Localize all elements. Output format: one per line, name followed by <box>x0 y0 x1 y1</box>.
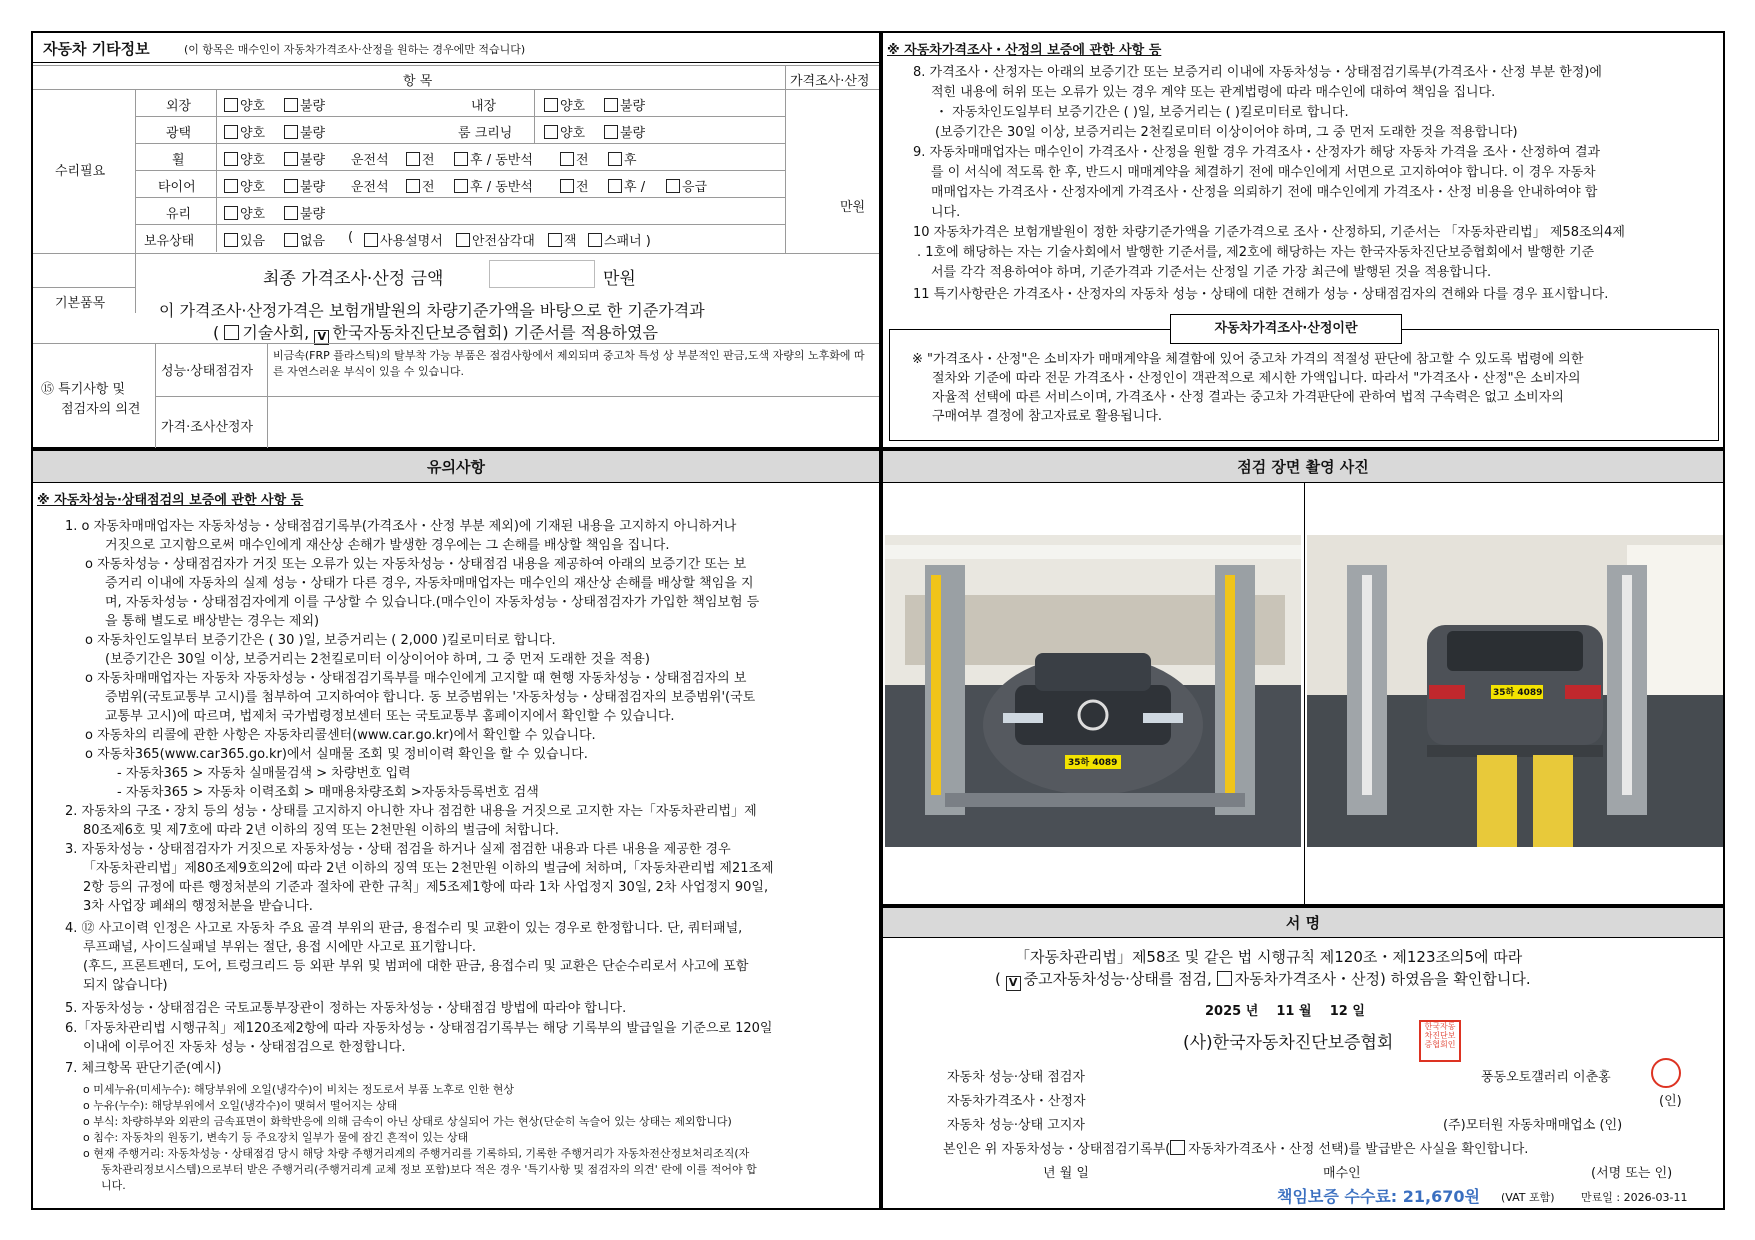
criteria-line: o 침수: 자동차의 원동기, 변속기 등 주요장치 일부가 물에 잠긴 흔적이 있는 상태 <box>83 1131 469 1144</box>
checkbox[interactable] <box>608 152 622 166</box>
option <box>454 176 533 195</box>
option <box>284 95 325 114</box>
table-row <box>136 89 785 116</box>
criteria-line: 니다. <box>101 1179 126 1192</box>
definition-line: 자율적 선택에 따른 서비스이며, 가격조사・산정 결과는 중고차 가격판단에 관하여 법적 구속력은 없고 소비자의 <box>932 390 1564 405</box>
divider <box>216 90 217 117</box>
option <box>224 95 265 114</box>
row-name: 타이어 <box>158 180 196 195</box>
sign-date <box>1205 1000 1365 1019</box>
option <box>604 95 645 114</box>
appraiser-label: 자동차가격조사・산정자 <box>947 1094 1086 1109</box>
divider <box>216 171 217 198</box>
receipt-line <box>943 1138 1528 1157</box>
paren: ( <box>348 230 354 245</box>
option-label: 사용설명서 <box>380 234 443 249</box>
table-header <box>33 65 879 89</box>
final-amount-label: 최종 가격조사·산정 금액 <box>263 269 444 289</box>
note-line: 며, 자동차성능・상태점검자에게 이를 구상할 수 있습니다.(매수인이 자동차성능・상태점검자가 가입한 책임보험 등 <box>105 595 760 610</box>
checkbox[interactable] <box>224 152 238 166</box>
note-line: (보증기간은 30일 이상, 보증거리는 2천킬로미터 이상이어야 하며, 그 중 먼저 도래한 것을 적용) <box>105 652 650 667</box>
option-label: 불량 <box>300 207 326 222</box>
notes-panel <box>31 449 881 1210</box>
final-amount-unit: 만원 <box>603 269 636 289</box>
criteria-line: o 미세누유(미세누수): 해당부위에 오일(냉각수)이 비치는 정도로서 부품 노후로 인한 현상 <box>83 1083 514 1096</box>
guarantee-line: 9. 자동차매매업자는 매수인이 가격조사・산정을 원할 경우 가격조사・산정자가 해당 자동차 가격을 조사・산정하여 결과 <box>913 145 1601 160</box>
criteria-line: 동차관리정보시스템)으로부터 받은 주행거리(주행거리계 교체 정보 포함)보다 적은 경우 '특기사항 및 점검자의 의견' 란에 이를 적어야 합 <box>101 1163 757 1176</box>
note-line: 증거리 이내에 자동차의 실제 성능・상태가 다른 경우, 자동차매매업자는 매수인의 재산상 손해를 배상할 책임을 지 <box>105 576 754 591</box>
note-line: 2. 자동차의 구조・장치 등의 성능・상태를 고지하지 아니한 자나 점검한 내용을 거짓으로 고지한 자는「자동차관리법」제 <box>65 804 757 819</box>
note-line: o 자동차의 리콜에 관한 사항은 자동차리콜센터(www.car.go.kr)에서 확인할 수 있습니다. <box>85 728 596 743</box>
expiry-date: 만료일 : 2026-03-11 <box>1581 1191 1688 1204</box>
option <box>604 122 645 141</box>
price-unit: 만원 <box>840 200 866 215</box>
final-amount-input[interactable] <box>489 260 595 288</box>
divider <box>216 117 217 144</box>
checkbox[interactable] <box>284 98 298 112</box>
plate-rear: 35하 4089 <box>1493 688 1543 698</box>
table-row <box>136 170 785 197</box>
option-label: 양호 <box>560 99 586 114</box>
definition-box <box>889 321 1719 441</box>
notifier-label: 자동차 성능·상태 고지자 <box>947 1118 1085 1133</box>
note-line: 되지 않습니다) <box>83 978 168 993</box>
checkbox[interactable] <box>1217 971 1232 986</box>
option <box>454 149 533 168</box>
divider <box>155 396 879 397</box>
front-car-illustration <box>885 535 1301 847</box>
paren: ( <box>995 970 1001 988</box>
checkbox[interactable] <box>560 179 574 193</box>
date-day: 12 <box>1329 1004 1348 1019</box>
basis-options <box>213 320 658 345</box>
guarantee-line: 서를 각각 적용하여야 하며, 기준가격과 기준서는 산정일 기준 가장 최근에 발행된 것을 적용합니다. <box>931 265 1492 280</box>
checkbox[interactable] <box>544 125 558 139</box>
guarantee-line: 니다. <box>931 205 961 220</box>
option <box>406 149 435 168</box>
appraiser-value: (인) <box>1659 1094 1682 1109</box>
divider <box>216 144 217 171</box>
option <box>284 176 325 195</box>
option-label: 전 <box>576 153 589 168</box>
option <box>544 95 585 114</box>
notes-title: ※ 자동차성능·상태점검의 보증에 관한 사항 등 <box>37 493 304 508</box>
option <box>608 149 637 168</box>
option-label: 후 / <box>624 180 646 195</box>
checkbox[interactable] <box>284 125 298 139</box>
divider <box>1304 483 1305 904</box>
option-label: 양호 <box>240 153 266 168</box>
note-line: 증범위(국토교통부 고시)를 첨부하여 고지하여야 합니다. 동 보증범위는 '자동차성능・상태점검자의 보증범위'(국토 <box>105 690 756 705</box>
option-label: 없음 <box>300 234 326 249</box>
sign-note: (서명 또는 인) <box>1591 1166 1673 1181</box>
col-price-label: 가격조사·산정 <box>790 74 870 89</box>
signature-header: 서 명 <box>883 908 1723 938</box>
option-label: 잭 <box>564 234 577 249</box>
checkbox[interactable] <box>224 125 238 139</box>
checkbox[interactable] <box>284 206 298 220</box>
front-car-photo <box>885 535 1301 847</box>
checkbox[interactable] <box>454 152 468 166</box>
guarantee-line: 매매업자는 가격조사・산정자에게 가격조사・산정을 의뢰하기 전에 매수인에게 가격조사・산정 비용을 안내하여야 합 <box>931 185 1598 200</box>
repair-label: 수리필요 <box>55 164 106 179</box>
checkbox[interactable] <box>224 325 239 340</box>
note-line: o 자동차인도일부터 보증기간은 ( 30 )일, 보증거리는 ( 2,000 )킬로미터로 합니다. <box>85 633 556 648</box>
seat-label: 운전석 <box>351 153 389 168</box>
note-line: 80조제6호 및 제7호에 따라 2년 이하의 징역 또는 2천만원 이하의 벌금에 처합니다. <box>83 823 559 838</box>
special-sub-label: 가격·조사산정자 <box>161 420 254 435</box>
checkbox[interactable] <box>588 233 602 247</box>
date-year: 2025 <box>1205 1004 1242 1019</box>
checkbox[interactable] <box>560 152 574 166</box>
guarantee-line: 적힌 내용에 허위 또는 오류가 있는 경우 계약 또는 관계법령에 따라 매수인에 대하여 책임을 집니다. <box>931 85 1496 100</box>
option-label: 불량 <box>300 153 326 168</box>
note-line: 이내에 이루어진 자동차 성능・상태점검으로 한정합니다. <box>83 1040 406 1055</box>
option <box>548 230 577 249</box>
date-day-unit: 일 <box>1352 1004 1365 1019</box>
row-name: 유리 <box>166 207 192 222</box>
guarantee-line: (보증기간은 30일 이상, 보증거리는 2천킬로미터 이상이어야 하며, 그 중 먼저 도래한 것을 적용합니다) <box>935 125 1518 140</box>
seat-label: 운전석 <box>351 180 389 195</box>
note-line: 5. 자동차성능・상태점검은 국토교통부장관이 정하는 자동차성능・상태점검 방법에 따라야 합니다. <box>65 1001 627 1016</box>
checkbox[interactable] <box>364 233 378 247</box>
section-title: 자동차 기타정보 <box>43 40 150 58</box>
note-line: - 자동차365 > 자동차 실매물검색 > 차량번호 입력 <box>117 766 411 781</box>
option-label: 전 <box>422 153 435 168</box>
guarantee-line: ・ 자동차인도일부터 보증기간은 ( )일, 보증거리는 ( )킬로미터로 합니다. <box>935 105 1349 120</box>
special-notes <box>33 343 879 447</box>
section-note: (이 항목은 매수인이 자동차가격조사·산정을 원하는 경우에만 적습니다) <box>184 43 526 56</box>
checkbox[interactable] <box>1170 1140 1185 1155</box>
divider <box>216 198 217 225</box>
option-label: 후 / 동반석 <box>470 180 533 195</box>
option-label: 전 <box>576 180 589 195</box>
date-month-unit: 월 <box>1299 1004 1312 1019</box>
option <box>560 176 589 195</box>
checkbox[interactable] <box>666 179 680 193</box>
option-label: 불량 <box>300 180 326 195</box>
option-label: 중고자동차성능·상태를 점검, <box>1023 970 1212 988</box>
note-line: 루프패널, 사이드실패널 부위는 절단, 용접 시에만 사고로 표기합니다. <box>83 940 476 955</box>
org-seal-icon: 한국자동차진단보증협회인 <box>1419 1020 1461 1062</box>
note-line: 6.「자동차관리법 시행규칙」제120조제2항에 따라 자동차성능・상태점검기록부는 해당 기록부의 발급일을 기준으로 120일 <box>65 1021 773 1036</box>
option-label: 자동차가격조사・산정) 하였음을 확인합니다. <box>1234 970 1531 988</box>
row-name: 보유상태 <box>144 234 195 249</box>
special-label-cell <box>33 344 156 448</box>
definition-line: ※ "가격조사・산정"은 소비자가 매매계약을 체결함에 있어 중고차 가격의 적절성 판단에 참고할 수 있도록 법령에 의한 <box>912 352 1584 367</box>
notifier-value: (주)모터원 자동차매매업소 (인) <box>1443 1118 1623 1133</box>
checkbox[interactable] <box>604 98 618 112</box>
date-month: 11 <box>1276 1004 1295 1019</box>
option-label: 양호 <box>240 207 266 222</box>
note-line: 2항 등의 규정에 따른 행정처분의 기준과 절차에 관한 규칙」제5조제1항에 따라 1차 사업정지 30일, 2차 사업정지 90일, <box>83 880 769 895</box>
option <box>224 149 265 168</box>
note-line: 을 통해 별도로 배상받는 경우는 제외) <box>105 614 320 629</box>
option-label: 기술사회, <box>242 323 310 342</box>
option-label: 전 <box>422 180 435 195</box>
option <box>224 176 265 195</box>
price-column <box>785 89 879 253</box>
note-line: o 자동차365(www.car365.go.kr)에서 실매물 조회 및 정비이력 확인을 할 수 있습니다. <box>85 747 588 762</box>
note-line: (후드, 프론트펜더, 도어, 트렁크리드 등 외판 부위 및 범퍼에 대한 판금, 용접수리 및 교환은 단순수리로서 사고에 포함 <box>83 959 749 974</box>
checkbox[interactable] <box>224 179 238 193</box>
checkbox[interactable] <box>456 233 470 247</box>
option <box>456 230 535 249</box>
divider <box>534 117 535 144</box>
option <box>666 176 707 195</box>
basic-label: 기본품목 <box>55 296 106 311</box>
option-label: 안전삼각대 <box>472 234 535 249</box>
option-label: 불량 <box>620 126 646 141</box>
row-name: 외장 <box>166 99 192 114</box>
criteria-line: o 부식: 차량하부와 외판의 금속표면이 화학반응에 의해 금속이 아닌 상태로 상실되어 가는 현상(단순히 녹슬어 있는 상태는 제외합니다) <box>83 1115 732 1128</box>
special-label: 점검자의 의견 <box>61 402 141 417</box>
section-title-bar <box>33 33 879 63</box>
notes-header: 유의사항 <box>33 451 879 483</box>
guarantee-line: . 1호에 해당하는 자는 기술사회에서 발행한 기준서를, 제2호에 해당하는 자는 한국자동차진단보증협회에서 발행한 기준 <box>917 245 1595 260</box>
option <box>284 122 325 141</box>
note-line: 3차 사업장 폐쇄의 행정처분을 받습니다. <box>83 899 313 914</box>
checkbox[interactable] <box>454 179 468 193</box>
note-line: 4. ⑫ 사고이력 인정은 사고로 자동차 주요 골격 부위의 판금, 용접수리 및 교환이 있는 경우로 한정합니다. 단, 쿼터패널, <box>65 921 743 936</box>
note-line: 거짓으로 고지함으로써 매수인에게 재산상 손해가 발생한 경우에는 그 손해를 배상할 책임을 집니다. <box>105 538 670 553</box>
option-label: 양호 <box>560 126 586 141</box>
receipt-text: 본인은 위 자동차성능・상태점검기록부( <box>943 1142 1171 1157</box>
guarantee-line: 를 이 서식에 적도록 한 후, 반드시 매매계약을 체결하기 전에 매수인에게 서면으로 고지하여야 합니다. 이 경우 자동차 <box>931 165 1596 180</box>
option <box>364 230 443 249</box>
option <box>224 122 265 141</box>
guarantee-line: 11 특기사항란은 가격조사・산정자의 자동차 성능・상태에 대한 견해가 성능・상태점검자의 견해와 다를 경우 표시합니다. <box>913 287 1609 302</box>
inspector-value: 풍동오토갤러리 이춘홍 <box>1481 1070 1611 1085</box>
row-name-2: 내장 <box>471 99 497 114</box>
checkbox-checked[interactable]: V <box>314 330 329 345</box>
photos-header: 점검 장면 촬영 사진 <box>883 451 1723 483</box>
receipt-text: 자동차가격조사・산정 선택)를 발급받은 사실을 확인합니다. <box>1188 1142 1529 1157</box>
note-line: 3. 자동차성능・상태점검자가 거짓으로 자동차성능・상태 점검을 하거나 실제 점검한 내용과 다른 내용을 제공한 경우 <box>65 842 731 857</box>
option <box>560 149 589 168</box>
option-label: 응급 <box>682 180 708 195</box>
option-label: 양호 <box>240 180 266 195</box>
inspector-label: 자동차 성능·상태 점검자 <box>947 1070 1085 1085</box>
option-label: 불량 <box>300 99 326 114</box>
checkbox[interactable] <box>284 152 298 166</box>
vat-note: (VAT 포함) <box>1501 1191 1555 1204</box>
checkbox[interactable] <box>224 206 238 220</box>
note-line: - 자동차365 > 자동차 이력조회 > 매매용차량조회 >자동차등록번호 검색 <box>117 785 539 800</box>
option-label: 있음 <box>240 234 266 249</box>
org-name: (사)한국자동차진단보증협회 <box>1183 1033 1394 1053</box>
checkbox[interactable] <box>406 152 420 166</box>
definition-line: 구매여부 결정에 참고자료로 활용됩니다. <box>932 409 1163 424</box>
checkbox[interactable] <box>224 98 238 112</box>
checkbox[interactable] <box>544 98 558 112</box>
table-row <box>136 224 785 251</box>
note-line: 「자동차관리법」제80조제9호의2에 따라 2년 이하의 징역 또는 2천만원 이하의 벌금에 처하며,「자동차관리법 제21조제 <box>83 861 774 876</box>
rear-car-photo <box>1307 535 1723 847</box>
special-text: 비금속(FRP 플라스틱)의 탈부착 가능 부품은 점검사항에서 제외되며 중고차 특성 상 부분적인 판금,도색 자량의 노후화에 따른 자연스러운 부식이 있을 수 있습니다. <box>273 349 865 378</box>
basis-text: 이 가격조사·산정가격은 보험개발원의 차량기준가액을 바탕으로 한 기준가격과 <box>159 301 705 320</box>
option-label: 양호 <box>240 99 266 114</box>
option <box>284 203 325 222</box>
note-line: 7. 체크항목 판단기준(예시) <box>65 1061 222 1076</box>
date-year-unit: 년 <box>1245 1004 1259 1019</box>
divider <box>216 225 217 252</box>
option-label: 스패너 ) <box>604 234 651 249</box>
option-label: 한국자동차진단보증협회) 기준서를 적용하였음 <box>332 323 658 342</box>
option <box>224 203 265 222</box>
checkbox[interactable] <box>406 179 420 193</box>
row-name: 광택 <box>166 126 192 141</box>
checkbox-checked[interactable]: V <box>1006 976 1021 991</box>
option-label: 양호 <box>240 126 266 141</box>
paren: ( <box>213 323 220 342</box>
option <box>608 176 645 195</box>
table-row <box>136 197 785 224</box>
confirm-line <box>995 968 1531 991</box>
note-line: 교통부 고시)에 따르며, 법제처 국가법령정보센터 또는 국토교통부 홈페이지에서 확인할 수 있습니다. <box>105 709 675 724</box>
definition-line: 절차와 기준에 따라 전문 가격조사・산정인이 객관적으로 제시한 가액입니다. 따라서 "가격조사・산정"은 소비자의 <box>932 371 1581 386</box>
receipt-date-line: 년 월 일 <box>1043 1166 1089 1181</box>
panel-title: ※ 자동차가격조사・산정의 보증에 관한 사항 등 <box>887 43 1162 58</box>
option <box>284 149 325 168</box>
law-line: 「자동차관리법」제58조 및 같은 법 시행규칙 제120조・제123조의5에 따라 <box>1015 948 1523 966</box>
checkbox[interactable] <box>224 233 238 247</box>
definition-title: 자동차가격조사·산정이란 <box>1170 314 1402 344</box>
checkbox[interactable] <box>548 233 562 247</box>
checkbox[interactable] <box>284 233 298 247</box>
col-item-label: 항 목 <box>403 74 433 89</box>
inspector-seal-icon <box>1651 1058 1681 1088</box>
option <box>284 230 325 249</box>
photos-panel <box>881 449 1725 906</box>
buyer-label: 매수인 <box>1323 1166 1361 1181</box>
note-line: o 자동차성능・상태점검자가 거짓 또는 오류가 있는 자동차성능・상태점검 내용을 제공하여 아래의 보증기간 또는 보 <box>85 557 747 572</box>
checkbox[interactable] <box>284 179 298 193</box>
row-name-2: 룸 크리닝 <box>458 126 513 141</box>
price-guarantee-panel <box>881 31 1725 449</box>
option-label: 불량 <box>300 126 326 141</box>
option-label: 후 / 동반석 <box>470 153 533 168</box>
guarantee-line: 10 자동차가격은 보험개발원이 정한 차량기준가액을 기준가격으로 조사・산정하되, 기준서는 「자동차관리법」 제58조의4제 <box>913 225 1625 240</box>
fee-label: 책임보증 수수료: 21,670원 <box>1277 1187 1480 1206</box>
special-sub-label: 성능·상태점검자 <box>161 364 254 379</box>
option-label: 후 <box>624 153 637 168</box>
checkbox[interactable] <box>604 125 618 139</box>
divider <box>534 90 535 117</box>
option <box>544 122 585 141</box>
note-line: 1. o 자동차매매업자는 자동차성능・상태점검기록부(가격조사・산정 부분 제외)에 기재된 내용을 고지하지 아니하거나 <box>65 519 737 534</box>
criteria-line: o 누유(누수): 해당부위에서 오일(냉각수)이 맺혀서 떨어지는 상태 <box>83 1099 398 1112</box>
option <box>588 230 651 249</box>
table-row <box>136 143 785 170</box>
row-name: 휠 <box>172 153 185 168</box>
plate-front: 35하 4089 <box>1068 758 1118 768</box>
criteria-line: o 현재 주행거리: 자동차성능・상태점검 당시 해당 차량 주행거리계의 주행거리를 기록하되, 기록한 주행거리가 자동차전산정보처리조직(자 <box>83 1147 750 1160</box>
option <box>406 176 435 195</box>
option <box>224 230 265 249</box>
option-label: 불량 <box>620 99 646 114</box>
col-price-cell <box>785 66 880 90</box>
table-row <box>136 116 785 143</box>
special-label: ⑮ 특기사항 및 <box>41 382 126 397</box>
signature-panel <box>881 906 1725 1210</box>
checkbox[interactable] <box>608 179 622 193</box>
guarantee-line: 8. 가격조사・산정자는 아래의 보증기간 또는 보증거리 이내에 자동차성능・상태점검기록부(가격조사・산정 부분 한정)에 <box>913 65 1602 80</box>
note-line: o 자동차매매업자는 자동차 자동차성능・상태점검기록부를 매수인에게 고지할 때 현행 자동차성능・상태점검자의 보 <box>85 671 747 686</box>
vehicle-other-info-panel <box>31 31 881 449</box>
